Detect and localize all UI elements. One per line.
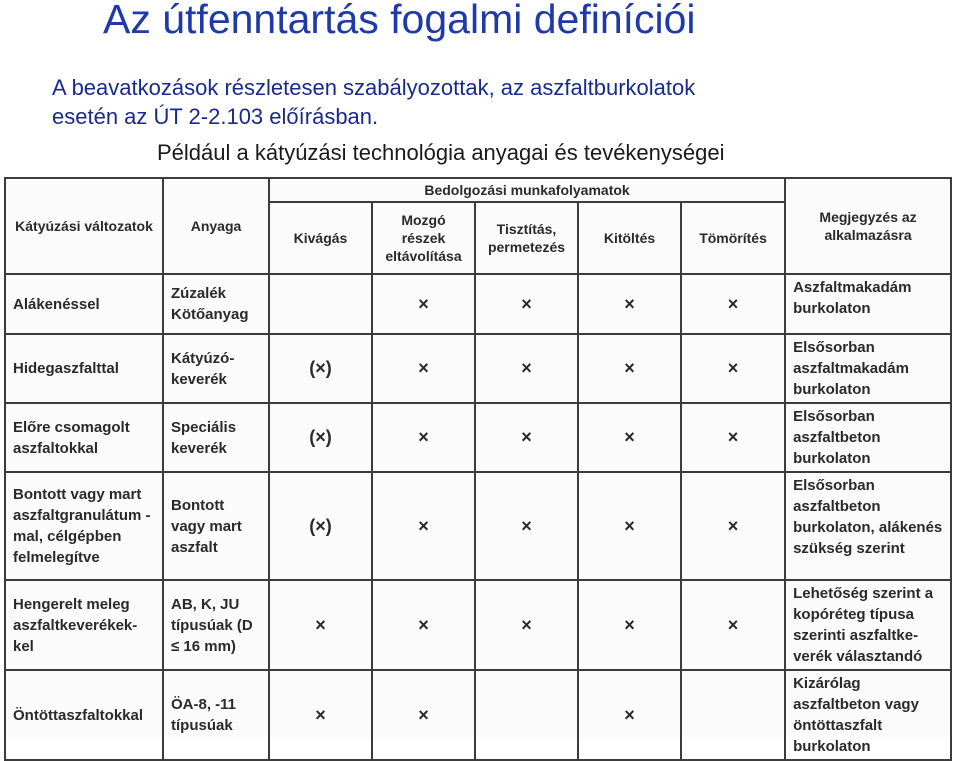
row-material: AB, K, JU típusúak (D ≤ 16 mm)	[163, 580, 269, 670]
cell-compaction	[681, 670, 785, 760]
cell-cleaning	[475, 670, 578, 760]
table-row	[5, 472, 951, 580]
row-variant: Bontott vagy mart aszfaltgranulátum -mal, célgépben felmelegítve	[5, 472, 163, 580]
header-material: Anyaga	[163, 178, 269, 274]
table-row	[5, 403, 951, 472]
cell-filling: ×	[578, 472, 681, 580]
cell-cutting: (×)	[269, 334, 372, 403]
table-caption: Például a kátyúzási technológia anyagai és tevékenységei	[157, 140, 725, 165]
cell-compaction: ×	[681, 274, 785, 334]
cell-compaction: ×	[681, 403, 785, 472]
cell-compaction: ×	[681, 334, 785, 403]
cell-cleaning: ×	[475, 580, 578, 670]
cell-filling: ×	[578, 274, 681, 334]
cell-removal: ×	[372, 472, 475, 580]
table-row	[5, 580, 951, 670]
cell-filling: ×	[578, 403, 681, 472]
row-note: Aszfaltmakadám burkolaton	[785, 274, 951, 334]
header-process-group: Bedolgozási munkafolyamatok	[269, 178, 785, 202]
cell-removal: ×	[372, 580, 475, 670]
row-material: Zúzalék Kötőanyag	[163, 274, 269, 334]
header-compaction: Tömörítés	[681, 202, 785, 274]
row-note: Elsősorban aszfaltbeton burkolaton	[785, 403, 951, 472]
row-note: Elsősorban aszfaltmakadám burkolaton	[785, 334, 951, 403]
table-row	[5, 274, 951, 334]
table-row	[5, 334, 951, 403]
row-material: Speciális keverék	[163, 403, 269, 472]
header-filling: Kitöltés	[578, 202, 681, 274]
cell-filling: ×	[578, 334, 681, 403]
cell-compaction: ×	[681, 472, 785, 580]
header-note: Megjegyzés az alkalmazásra	[785, 178, 951, 274]
cell-cleaning: ×	[475, 274, 578, 334]
pothole-technology-table	[4, 177, 952, 761]
cell-cutting: (×)	[269, 403, 372, 472]
row-note: Lehetőség szerint a kopóréteg típusa szerinti aszfaltke- verék választandó	[785, 580, 951, 670]
cell-cutting: ×	[269, 580, 372, 670]
cell-removal: ×	[372, 403, 475, 472]
cell-compaction: ×	[681, 580, 785, 670]
row-variant: Hengerelt meleg aszfaltkeverékek- kel	[5, 580, 163, 670]
row-note: Elsősorban aszfaltbeton burkolaton, alákenés szükség szerint	[785, 472, 951, 580]
header-cleaning: Tisztítás, permetezés	[475, 202, 578, 274]
cell-cutting: ×	[269, 670, 372, 760]
header-cutting: Kivágás	[269, 202, 372, 274]
cell-filling: ×	[578, 670, 681, 760]
cell-removal: ×	[372, 334, 475, 403]
row-material: Bontott vagy mart aszfalt	[163, 472, 269, 580]
cell-filling: ×	[578, 580, 681, 670]
row-note: Kizárólag aszfaltbeton vagy öntöttaszfalt burkolaton	[785, 670, 951, 760]
cell-cleaning: ×	[475, 334, 578, 403]
header-removal: Mozgó részek eltávolítása	[372, 202, 475, 274]
slide-title: Az útfenntartás fogalmi definíciói	[103, 0, 696, 42]
row-variant: Előre csomagolt aszfaltokkal	[5, 403, 163, 472]
intro-line-2: esetén az ÚT 2-2.103 előírásban.	[52, 104, 379, 129]
table-row	[5, 670, 951, 760]
row-material: Kátyúzó- keverék	[163, 334, 269, 403]
row-variant: Hidegaszfalttal	[5, 334, 163, 403]
cell-cleaning: ×	[475, 403, 578, 472]
cell-cleaning: ×	[475, 472, 578, 580]
intro-paragraph	[52, 73, 695, 131]
cell-removal: ×	[372, 274, 475, 334]
cell-cutting	[269, 274, 372, 334]
cell-cutting: (×)	[269, 472, 372, 580]
header-variant: Kátyúzási változatok	[5, 178, 163, 274]
row-variant: Öntöttaszfaltokkal	[5, 670, 163, 760]
row-variant: Alákenéssel	[5, 274, 163, 334]
cell-removal: ×	[372, 670, 475, 760]
intro-line-1: A beavatkozások részletesen szabályozottak, az aszfaltburkolatok	[52, 75, 696, 100]
row-material: ÖA-8, -11 típusúak	[163, 670, 269, 760]
